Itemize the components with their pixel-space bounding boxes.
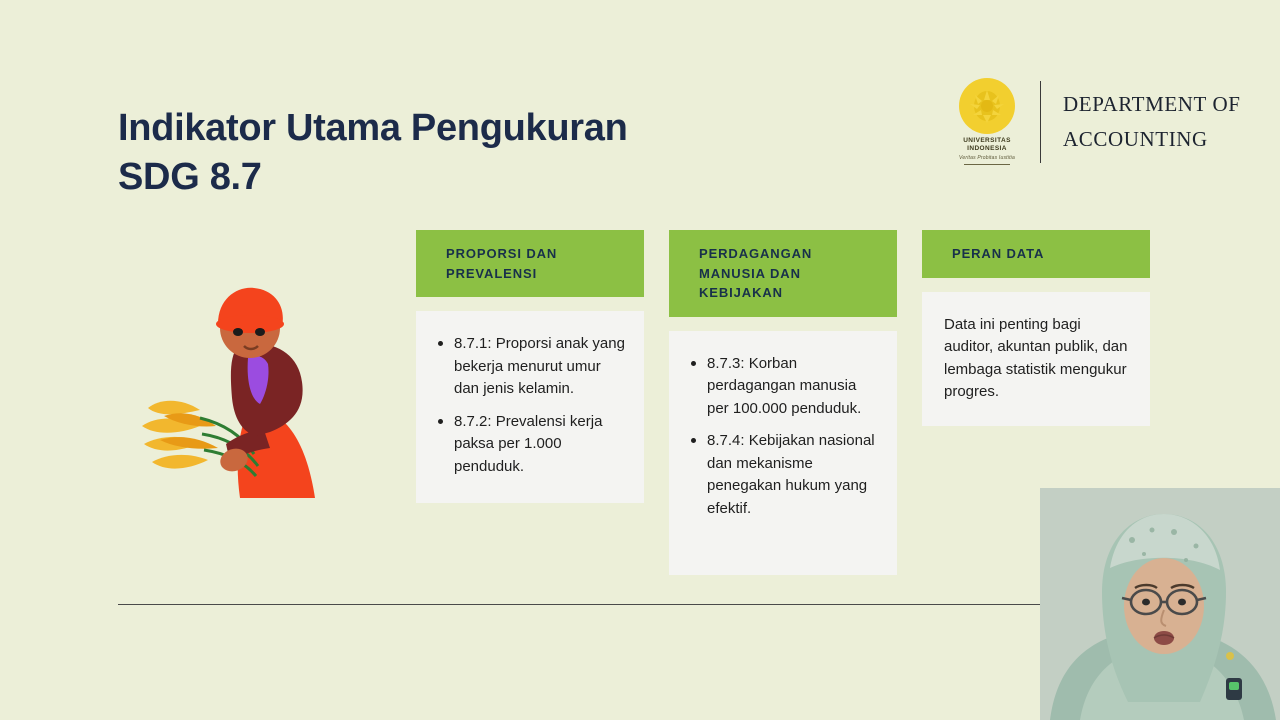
list-item: 8.7.2: Prevalensi kerja paksa per 1.000 penduduk. (434, 411, 626, 479)
university-logo (946, 78, 1028, 165)
column-body (922, 292, 1150, 426)
column-header: PROPORSI DAN PREVALENSI (416, 230, 644, 297)
logo-block (946, 78, 1241, 165)
column-paragraph: Data ini penting bagi auditor, akuntan publik, dan lembaga statistik mengukur progres. (944, 315, 1128, 400)
indicator-list (434, 333, 626, 478)
column-header: PERAN DATA (922, 230, 1150, 278)
speaker-video-overlay (1040, 488, 1280, 720)
university-name-line-1: UNIVERSITAS (963, 137, 1011, 144)
department-name (1063, 87, 1241, 156)
makara-seal-icon (959, 78, 1015, 134)
title-line-2: SDG 8.7 (118, 155, 262, 198)
logo-underline (964, 164, 1010, 165)
info-column-2 (669, 230, 897, 575)
info-column-1 (416, 230, 644, 503)
logo-divider (1040, 81, 1041, 163)
woman-harvesting-wheat-illustration (130, 258, 380, 508)
column-body (416, 311, 644, 503)
university-motto: Veritas Probitas Iustitia (959, 155, 1015, 162)
department-line-2: ACCOUNTING (1063, 126, 1208, 151)
column-body (669, 331, 897, 575)
list-item: 8.7.4: Kebijakan nasional dan mekanisme penegakan hukum yang efektif. (687, 430, 879, 520)
list-item: 8.7.3: Korban perdagangan manusia per 100.000 penduduk. (687, 353, 879, 421)
divider (118, 604, 1162, 605)
info-column-3 (922, 230, 1150, 426)
list-item: 8.7.1: Proporsi anak yang bekerja menurut umur dan jenis kelamin. (434, 333, 626, 401)
university-name (946, 137, 1028, 153)
university-name-line-2: INDONESIA (967, 145, 1007, 153)
department-line-1: DEPARTMENT OF (1063, 91, 1241, 116)
page-title (118, 104, 818, 201)
column-header: PERDAGANGAN MANUSIA DAN KEBIJAKAN (669, 230, 897, 317)
title-line-1: Indikator Utama Pengukuran (118, 107, 628, 149)
indicator-list (687, 353, 879, 521)
